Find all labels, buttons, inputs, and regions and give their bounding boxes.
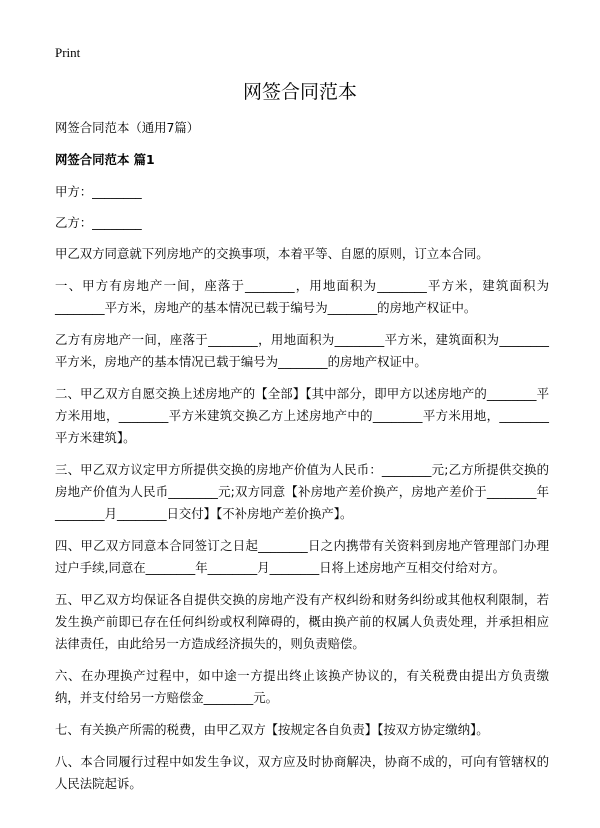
- document-subtitle: 网签合同范本（通用7篇）: [55, 120, 200, 135]
- document-title: 网签合同范本: [242, 81, 357, 103]
- section-heading: 网签合同范本 篇1: [55, 152, 155, 167]
- clause-8: 八、本合同履行过程中如发生争议，双方应及时协商解决，协商不成的，可向有管辖权的人民法院起诉。: [55, 754, 549, 791]
- clause-2: 二、甲乙双方自愿交换上述房地产的【全部】【其中部分，即甲方以述房地产的________平方米用地，________平方米建筑交换乙方上述房地产中的________平方米用地，________平方米建筑】。: [55, 386, 549, 445]
- clause-1-party-a: 一、甲方有房地产一间，座落于________，用地面积为________平方米，建筑面积为________平方米，房地产的基本情况已载于编号为________的房地产权证中。: [55, 278, 549, 315]
- clause-7: 七、有关换产所需的税费，由甲乙双方【按规定各自负责】【按双方协定缴纳】。: [55, 722, 489, 737]
- clause-1-party-b: 乙方有房地产一间，座落于________，用地面积为________平方米，建筑面积为________平方米，房地产的基本情况已载于编号为________的房地产权证中。: [55, 332, 549, 369]
- party-b-line: 乙方：________: [55, 215, 142, 230]
- document-body: [55, 117, 549, 805]
- contract-intro: 甲乙双方同意就下列房地产的交换事项，本着平等、自愿的原则，订立本合同。: [55, 246, 489, 261]
- print-link[interactable]: Print: [55, 45, 81, 60]
- clause-3: 三、甲乙双方议定甲方所提供交换的房地产价值为人民币：________元;乙方所提供交换的房地产价值为人民币________元;双方同意【补房地产差价换产，房地产差价于________年________月________日交付】【不补房地产差价换产】。: [55, 462, 549, 521]
- clause-4: 四、甲乙双方同意本合同签订之日起________日之内携带有关资料到房地产管理部门办理过户手续,同意在________年________月________日将上述房地产互相交付给对方。: [55, 538, 549, 575]
- clause-6: 六、在办理换产过程中，如中途一方提出终止该换产协议的，有关税费由提出方负责缴纳，并支付给另一方赔偿金________元。: [55, 668, 549, 705]
- party-a-line: 甲方：________: [55, 184, 142, 199]
- clause-5: 五、甲乙双方均保证各自提供交换的房地产没有产权纠纷和财务纠纷或其他权利限制，若发生换产前即已存在任何纠纷或权利障碍的，概由换产前的权属人负责处理，并承担相应法律责任，由此给另一方造成经济损失的，则负责赔偿。: [55, 592, 549, 651]
